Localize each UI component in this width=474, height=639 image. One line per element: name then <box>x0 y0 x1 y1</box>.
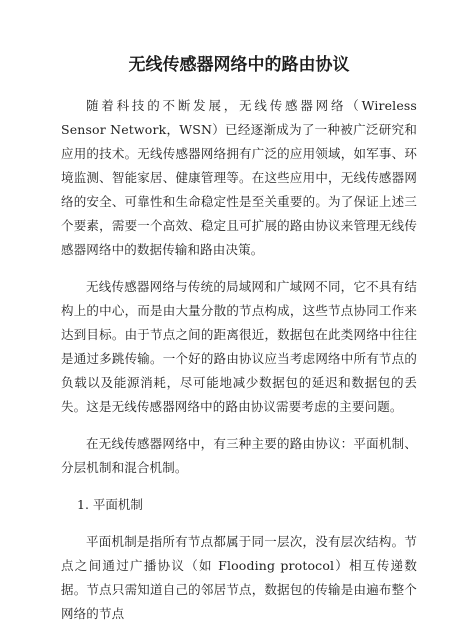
document-title: 无线传感器网络中的路由协议 <box>128 55 350 75</box>
paragraph-flat-mechanism: 平面机制是指所有节点都属于同一层次，没有层次结构。节点之间通过广播协议（如 Flooding protocol）相互传递数据。节点只需知道自己的邻居节点，数据包的传输是由遍布整个网络的节点 <box>61 534 417 621</box>
paragraph-protocol-types: 在无线传感器网络中，有三种主要的路由协议：平面机制、分层机制和混合机制。 <box>61 436 417 475</box>
paragraph-intro: 随着科技的不断发展，无线传感器网络（Wireless Sensor Network，WSN）已经逐渐成为了一种被广泛研究和应用的技术。无线传感器网络拥有广泛的应用领域，如军事、环境监测、智能家居、健康管理等。在这些应用中，无线传感器网络的安全、可靠性和生命稳定性是至关重要的。为了保证上述三个要素，需要一个高效、稳定且可扩展的路由协议来管理无线传感器网络中的数据传输和路由决策。 <box>61 98 417 257</box>
paragraph-network-structure: 无线传感器网络与传统的局域网和广域网不同，它不具有结构上的中心，而是由大量分散的节点构成，这些节点协同工作来达到目标。由于节点之间的距离很近，数据包在此类网络中往往是通过多跳传输。一个好的路由协议应当考虑网络中所有节点的负载以及能源消耗，尽可能地减少数据包的延迟和数据包的丢失。这是无线传感器网络中的路由协议需要考虑的主要问题。 <box>61 279 417 414</box>
section-heading-flat-mechanism: 1. 平面机制 <box>77 497 143 512</box>
document-body <box>61 55 417 639</box>
